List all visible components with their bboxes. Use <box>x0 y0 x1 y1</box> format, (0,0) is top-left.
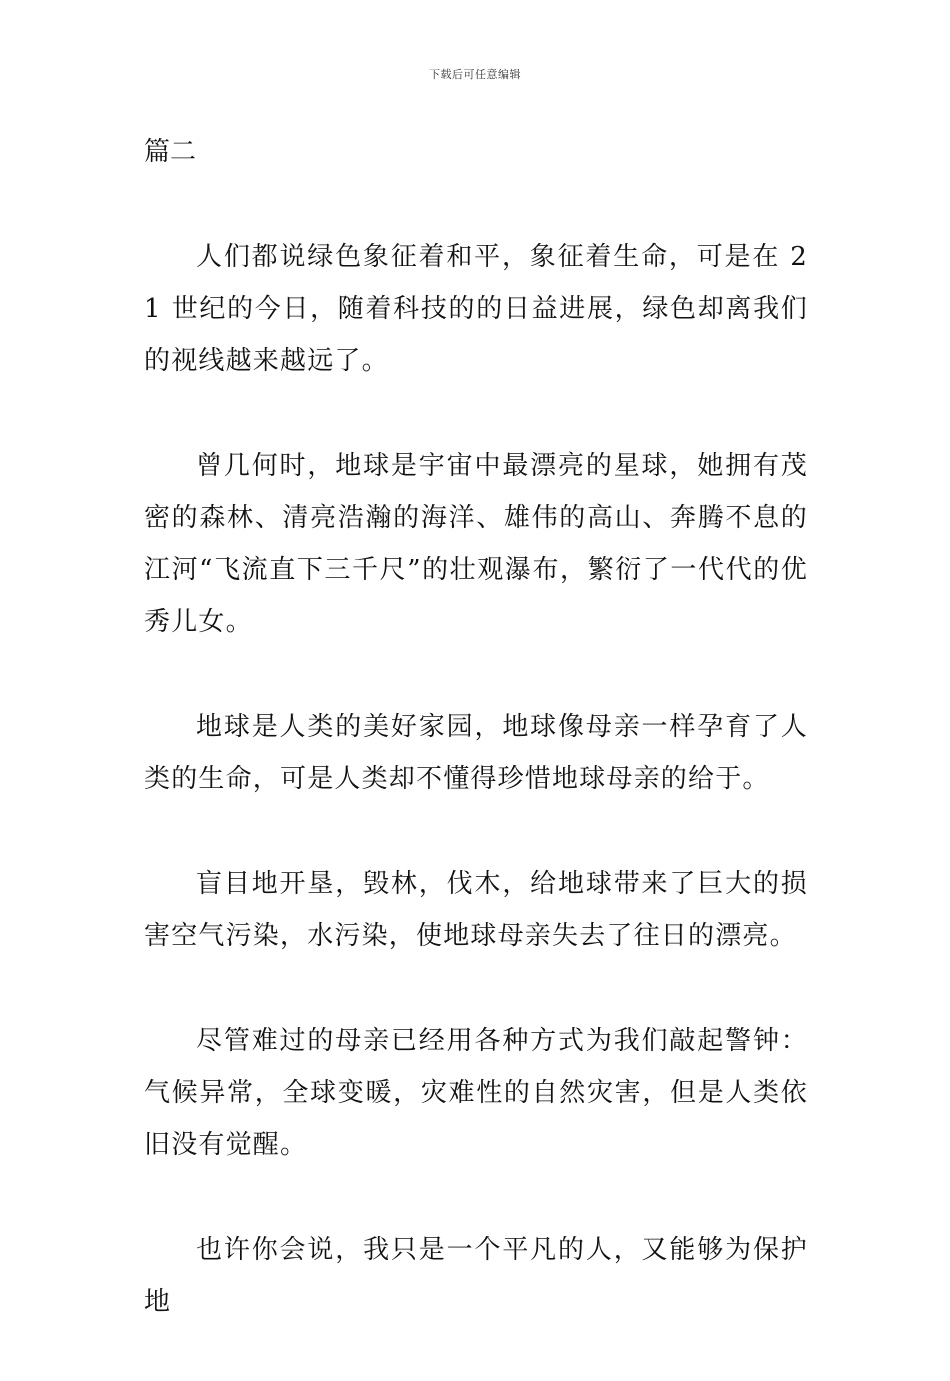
header-note: 下载后可任意编辑 <box>429 68 521 81</box>
document-body <box>144 126 808 1381</box>
paragraph: 盲目地开垦，毁林，伐木，给地球带来了巨大的损害空气污染，水污染，使地球母亲失去了往日的漂亮。 <box>144 869 808 951</box>
paragraph: 人们都说绿色象征着和平，象征着生命，可是在 21 世纪的今日，随着科技的的日益进展，绿色却离我们的视线越来越远了。 <box>144 242 808 376</box>
section-title: 篇二 <box>144 137 197 167</box>
paragraph: 尽管难过的母亲已经用各种方式为我们敲起警钟：气候异常，全球变暖，灾难性的自然灾害，但是人类依旧没有觉醒。 <box>144 1026 808 1160</box>
paragraph: 地球是人类的美好家园，地球像母亲一样孕育了人类的生命，可是人类却不懂得珍惜地球母亲的给于。 <box>144 712 808 794</box>
paragraph: 也许你会说，我只是一个平凡的人，又能够为保护地 <box>144 1235 808 1317</box>
paragraph: 曾几何时，地球是宇宙中最漂亮的星球，她拥有茂密的森林、清亮浩瀚的海洋、雄伟的高山、奔腾不息的江河“飞流直下三千尺”的壮观瀑布，繁衍了一代代的优秀儿女。 <box>144 451 808 637</box>
